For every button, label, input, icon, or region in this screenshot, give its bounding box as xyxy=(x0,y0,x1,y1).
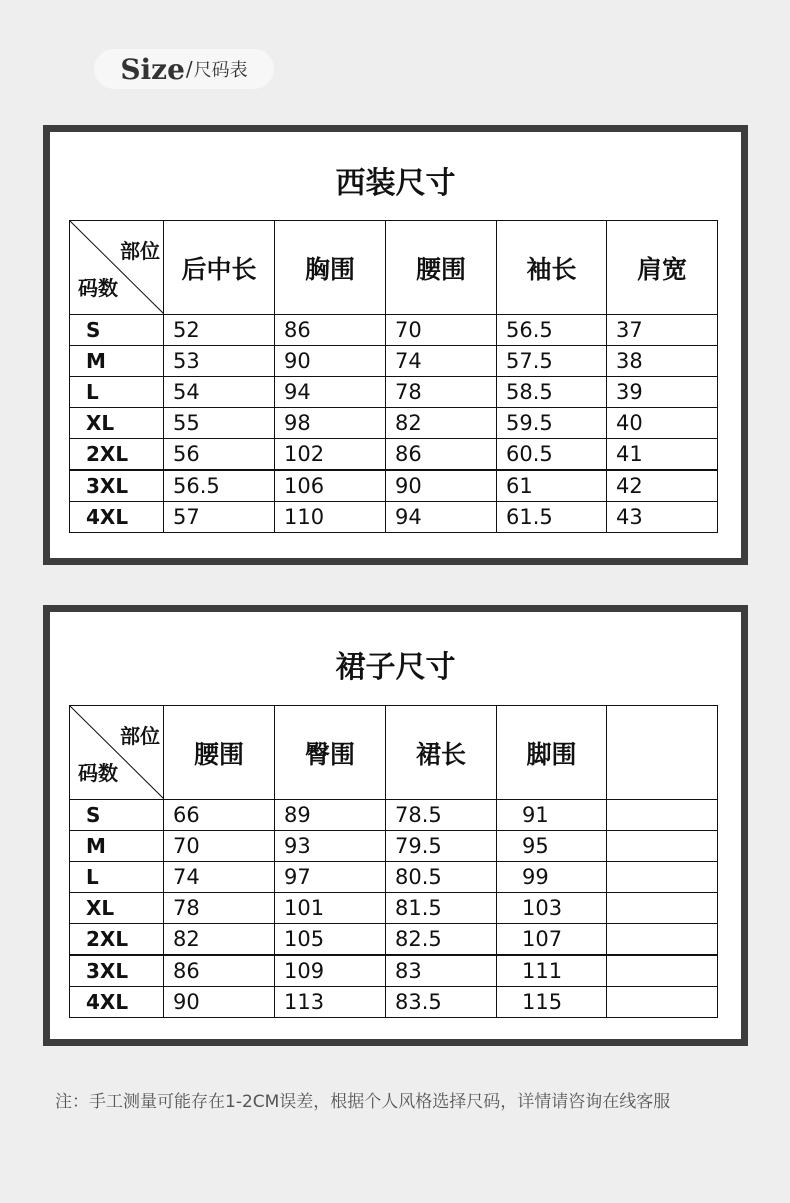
measurement-cell: 57 xyxy=(164,502,275,533)
column-header: 裙长 xyxy=(386,706,497,800)
measurement-cell: 82 xyxy=(164,924,275,956)
measurement-cell xyxy=(607,987,718,1018)
table-row xyxy=(70,924,718,956)
measurement-cell: 86 xyxy=(164,955,275,987)
measurement-cell: 78 xyxy=(386,377,497,408)
measurement-cell: 105 xyxy=(275,924,386,956)
corner-label-part: 部位 xyxy=(120,724,160,748)
measurement-cell: 83 xyxy=(386,955,497,987)
measurement-cell: 113 xyxy=(275,987,386,1018)
measurement-cell: 95 xyxy=(497,831,607,862)
measurement-cell: 86 xyxy=(275,315,386,346)
measurement-cell: 79.5 xyxy=(386,831,497,862)
size-cell: M xyxy=(70,346,164,377)
size-cell: S xyxy=(70,800,164,831)
measurement-cell: 90 xyxy=(164,987,275,1018)
table-row xyxy=(70,987,718,1018)
table-row xyxy=(70,315,718,346)
measurement-cell xyxy=(607,893,718,924)
size-label-zh: 尺码表 xyxy=(193,60,248,81)
table-row xyxy=(70,470,718,502)
measurement-cell: 59.5 xyxy=(497,408,607,439)
measurement-cell: 99 xyxy=(497,862,607,893)
measurement-cell: 94 xyxy=(386,502,497,533)
measurement-cell: 61.5 xyxy=(497,502,607,533)
measurement-cell: 90 xyxy=(275,346,386,377)
table-row xyxy=(70,800,718,831)
table-row xyxy=(70,346,718,377)
size-cell: 2XL xyxy=(70,439,164,471)
measurement-cell: 80.5 xyxy=(386,862,497,893)
table-row xyxy=(70,502,718,533)
column-header: 袖长 xyxy=(497,221,607,315)
measurement-cell: 39 xyxy=(607,377,718,408)
measurement-cell: 111 xyxy=(497,955,607,987)
measurement-cell: 82 xyxy=(386,408,497,439)
measurement-cell: 103 xyxy=(497,893,607,924)
suit-size-table xyxy=(69,220,718,533)
measurement-cell: 70 xyxy=(164,831,275,862)
measurement-cell: 60.5 xyxy=(497,439,607,471)
measurement-cell: 74 xyxy=(386,346,497,377)
measurement-cell: 89 xyxy=(275,800,386,831)
size-cell: 3XL xyxy=(70,955,164,987)
measurement-cell: 82.5 xyxy=(386,924,497,956)
measurement-cell: 43 xyxy=(607,502,718,533)
measurement-cell: 56.5 xyxy=(497,315,607,346)
suit-size-title: 西装尺寸 xyxy=(335,166,456,201)
measurement-note: 注：手工测量可能存在1-2CM误差，根据个人风格选择尺码，详情请咨询在线客服 xyxy=(55,1092,671,1112)
measurement-cell: 41 xyxy=(607,439,718,471)
table-row xyxy=(70,862,718,893)
measurement-cell: 74 xyxy=(164,862,275,893)
table-row xyxy=(70,377,718,408)
table-row xyxy=(70,831,718,862)
measurement-cell xyxy=(607,831,718,862)
measurement-cell: 37 xyxy=(607,315,718,346)
measurement-cell: 53 xyxy=(164,346,275,377)
measurement-cell: 109 xyxy=(275,955,386,987)
measurement-cell: 66 xyxy=(164,800,275,831)
measurement-cell: 110 xyxy=(275,502,386,533)
measurement-cell: 54 xyxy=(164,377,275,408)
table-row xyxy=(70,408,718,439)
size-cell: 4XL xyxy=(70,502,164,533)
measurement-cell: 61 xyxy=(497,470,607,502)
measurement-cell: 56 xyxy=(164,439,275,471)
skirt-size-table xyxy=(69,705,718,1018)
measurement-cell: 91 xyxy=(497,800,607,831)
corner-label-size: 码数 xyxy=(78,761,118,785)
corner-label-part: 部位 xyxy=(120,239,160,263)
size-cell: 2XL xyxy=(70,924,164,956)
corner-header-cell xyxy=(70,706,164,800)
measurement-cell: 93 xyxy=(275,831,386,862)
column-header: 后中长 xyxy=(164,221,275,315)
column-header: 臀围 xyxy=(275,706,386,800)
size-cell: 3XL xyxy=(70,470,164,502)
measurement-cell: 94 xyxy=(275,377,386,408)
measurement-cell: 107 xyxy=(497,924,607,956)
table-header-row xyxy=(70,221,718,315)
measurement-cell: 38 xyxy=(607,346,718,377)
size-chart-label xyxy=(94,49,274,89)
suit-size-card xyxy=(43,125,748,565)
measurement-cell: 83.5 xyxy=(386,987,497,1018)
size-cell: M xyxy=(70,831,164,862)
measurement-cell: 97 xyxy=(275,862,386,893)
measurement-cell: 86 xyxy=(386,439,497,471)
measurement-cell xyxy=(607,800,718,831)
measurement-cell: 58.5 xyxy=(497,377,607,408)
size-cell: L xyxy=(70,862,164,893)
skirt-size-card xyxy=(43,605,748,1046)
measurement-cell: 78.5 xyxy=(386,800,497,831)
measurement-cell xyxy=(607,924,718,956)
measurement-cell: 101 xyxy=(275,893,386,924)
measurement-cell: 106 xyxy=(275,470,386,502)
measurement-cell: 102 xyxy=(275,439,386,471)
corner-header-cell xyxy=(70,221,164,315)
measurement-cell xyxy=(607,862,718,893)
measurement-cell: 56.5 xyxy=(164,470,275,502)
size-cell: 4XL xyxy=(70,987,164,1018)
column-header: 胸围 xyxy=(275,221,386,315)
size-label-en: Size xyxy=(120,52,185,86)
measurement-cell: 98 xyxy=(275,408,386,439)
corner-label-size: 码数 xyxy=(78,276,118,300)
table-row xyxy=(70,439,718,471)
column-header xyxy=(607,706,718,800)
column-header: 腰围 xyxy=(386,221,497,315)
measurement-cell: 115 xyxy=(497,987,607,1018)
measurement-cell xyxy=(607,955,718,987)
measurement-cell: 81.5 xyxy=(386,893,497,924)
column-header: 腰围 xyxy=(164,706,275,800)
size-cell: L xyxy=(70,377,164,408)
measurement-cell: 55 xyxy=(164,408,275,439)
measurement-cell: 52 xyxy=(164,315,275,346)
measurement-cell: 57.5 xyxy=(497,346,607,377)
measurement-cell: 78 xyxy=(164,893,275,924)
skirt-size-title: 裙子尺寸 xyxy=(335,650,456,685)
size-cell: S xyxy=(70,315,164,346)
column-header: 脚围 xyxy=(497,706,607,800)
measurement-cell: 70 xyxy=(386,315,497,346)
table-row xyxy=(70,893,718,924)
size-cell: XL xyxy=(70,408,164,439)
table-header-row xyxy=(70,706,718,800)
measurement-cell: 40 xyxy=(607,408,718,439)
table-row xyxy=(70,955,718,987)
column-header: 肩宽 xyxy=(607,221,718,315)
size-label-slash: / xyxy=(185,57,193,81)
measurement-cell: 90 xyxy=(386,470,497,502)
size-cell: XL xyxy=(70,893,164,924)
measurement-cell: 42 xyxy=(607,470,718,502)
